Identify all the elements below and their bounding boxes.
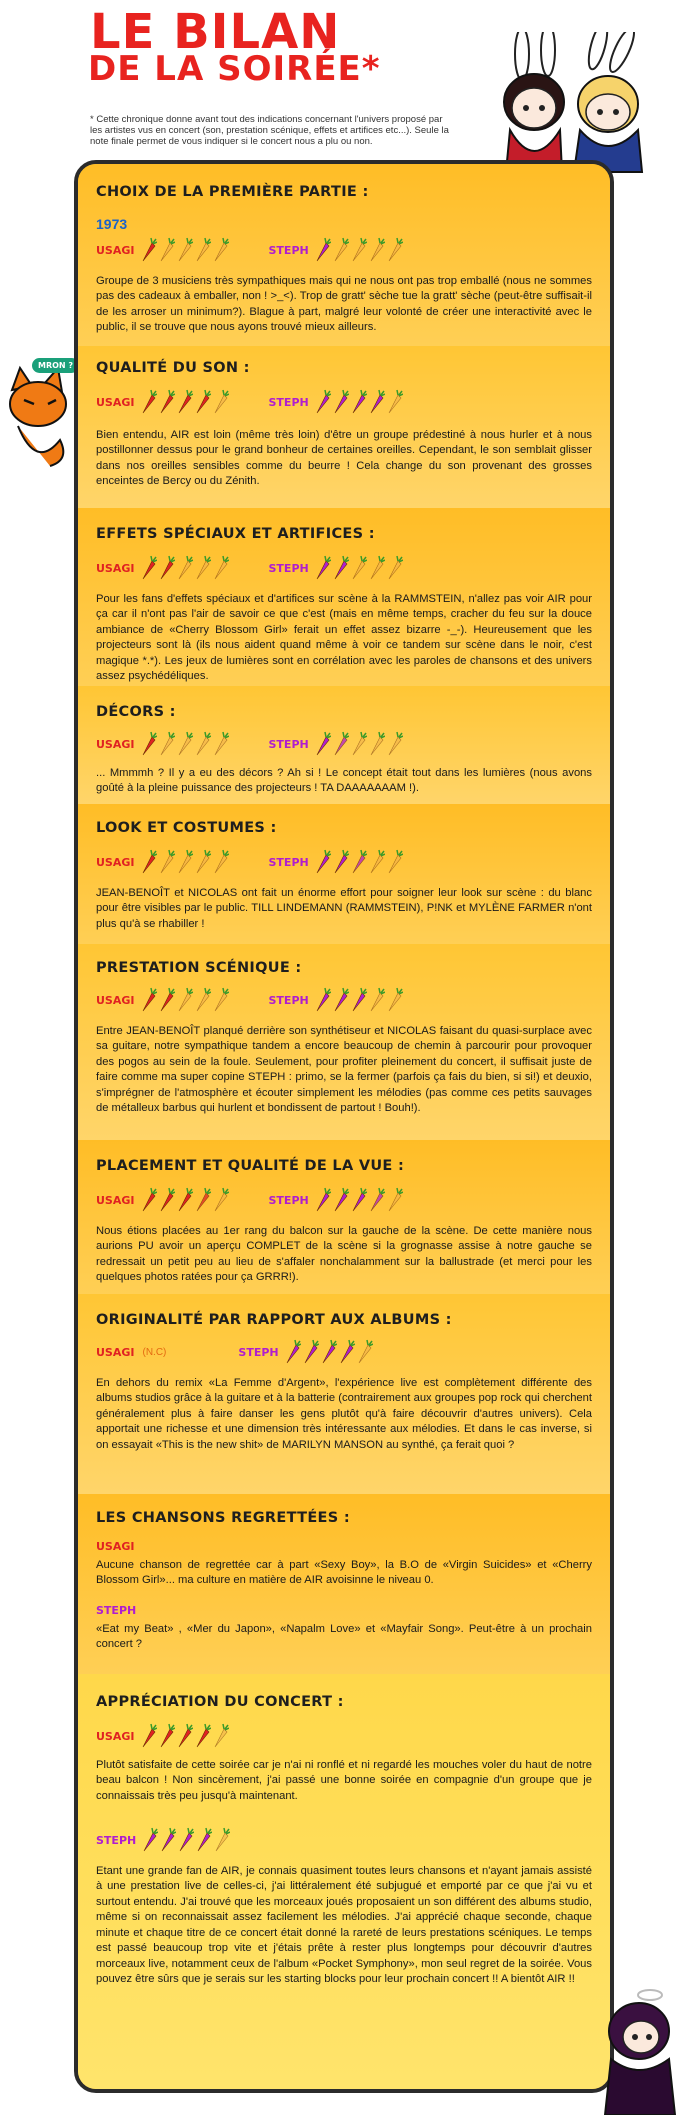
steph-label: STEPH xyxy=(238,1345,279,1359)
page-subtitle: DE LA SOIRÉE* xyxy=(88,49,381,89)
carrot-icon-filled xyxy=(175,1723,193,1749)
steph-carrot-rating xyxy=(283,1339,373,1365)
section-sound xyxy=(78,346,610,508)
carrot-icon-empty xyxy=(355,1339,373,1365)
carrot-icon-empty xyxy=(175,849,193,875)
carrot-icon-filled xyxy=(157,389,175,415)
section-decor xyxy=(78,686,610,804)
carrot-icon-filled xyxy=(283,1339,301,1365)
carrot-icon-filled xyxy=(301,1339,319,1365)
carrot-icon-empty xyxy=(367,555,385,581)
steph-rating-row xyxy=(96,1826,230,1854)
usagi-label: USAGI xyxy=(96,1540,135,1553)
carrot-icon-empty xyxy=(193,555,211,581)
carrot-icon-filled xyxy=(331,389,349,415)
usagi-label: USAGI xyxy=(96,1729,135,1743)
usagi-rating-row xyxy=(96,1722,229,1750)
carrot-icon-filled xyxy=(313,849,331,875)
carrot-icon-filled xyxy=(319,1339,337,1365)
ratings-row xyxy=(96,986,403,1014)
steph-label: STEPH xyxy=(268,1193,309,1207)
section-first-act xyxy=(78,164,610,346)
section-text: Bien entendu, AIR est loin (même très loin) d'être un groupe prédestiné à nous hurler et à nous postillonner dessus pour le grand bonheur de certaines oreilles. Cependant, le son semblait glisser dans nos oreilles sensibles comme du beurre ! Cela change du son provenant des grosses enceintes de Bercy ou du Zénith. xyxy=(96,429,592,488)
carrot-icon-empty xyxy=(211,1187,229,1213)
steph-text: «Eat my Beat» , «Mer du Japon», «Napalm Love» et «Mayfair Song». Peut-être à un prochain concert ? xyxy=(96,1623,592,1651)
carrot-icon-empty xyxy=(385,849,403,875)
carrot-icon-empty xyxy=(349,237,367,263)
carrot-icon-empty xyxy=(193,731,211,757)
carrot-icon-filled xyxy=(139,731,157,757)
usagi-label: USAGI xyxy=(96,855,135,869)
usagi-label: USAGI xyxy=(96,737,135,751)
section-stage-performance xyxy=(78,944,610,1140)
carrot-icon-empty xyxy=(385,237,403,263)
carrot-icon-filled xyxy=(139,389,157,415)
carrot-icon-empty xyxy=(175,237,193,263)
carrot-icon-filled xyxy=(175,1187,193,1213)
steph-label: STEPH xyxy=(96,1833,137,1847)
band-name: 1973 xyxy=(96,216,128,232)
steph-text: Etant une grande fan de AIR, je connais quasiment toutes leurs chansons et n'ayant jamais assisté à une prestation live de celles-ci, j'ai littéralement été subjugué et emporté par ce que j'ai vu et surtout entendu. J'ai trouvé que les morceaux joués proposaient un son différent des albums studio, même si on reconnaissait assez facilement les mélodies. J'ai apprécié chaque seconde, chaque minute et chaque titre de ce concert était donné la rareté de leurs prestations scéniques. Le temps est passé beaucoup trop vite et j'étais prête à rester plus longtemps pour découvrir d'autres morceaux live, notamment ceux de l'album «Pocket Symphony», mon seul regret de la soirée. Vous pouvez être sûrs que je serais sur les starting blocks pour leur prochain concert !! A bientôt AIR !! xyxy=(96,1865,592,1986)
steph-carrot-rating xyxy=(313,1187,403,1213)
usagi-carrot-rating xyxy=(139,1723,229,1749)
steph-carrot-rating xyxy=(313,555,403,581)
section-title: LOOK ET COSTUMES : xyxy=(96,820,277,836)
section-title: CHOIX DE LA PREMIÈRE PARTIE : xyxy=(96,184,369,200)
carrot-icon-empty xyxy=(175,555,193,581)
carrot-icon-empty xyxy=(367,987,385,1013)
section-text: Entre JEAN-BENOÎT planqué derrière son synthétiseur et NICOLAS faisant du quasi-surplace avec sa guitare, notre sympathique tandem a encore beaucoup de chemin à parcourir pour provoquer des pogos au sein de la foule. Seulement, pour profiter pleinement du concert, il suffisait juste de faire comme ma super copine STEPH : primo, se la fermer (parfois ça fais du bien, si si!) et deuxio, s'imprégner de l'atmosphère et écouter simplement les mélodies (pas comme ces petits sauvages de métalleux barbus qui hurlent et bondissent de partout ! Bouh!). xyxy=(96,1025,592,1115)
section-originality xyxy=(78,1294,610,1494)
review-panel xyxy=(74,160,614,2093)
carrot-icon-empty xyxy=(349,731,367,757)
carrot-icon-filled xyxy=(194,1827,212,1853)
carrot-icon-filled xyxy=(139,1723,157,1749)
steph-label: STEPH xyxy=(268,855,309,869)
section-effects xyxy=(78,508,610,686)
section-costumes xyxy=(78,804,610,944)
steph-carrot-rating xyxy=(313,849,403,875)
carrot-icon-filled xyxy=(349,849,367,875)
carrot-icon-empty xyxy=(211,987,229,1013)
section-text: ... Mmmmh ? Il y a eu des décors ? Ah si ! Le concept était tout dans les lumières (nous avons goûté à la pleine puissance des projecteurs ! TA DAAAAAAAM !). xyxy=(96,767,592,795)
section-title: QUALITÉ DU SON : xyxy=(96,360,250,376)
steph-carrot-rating xyxy=(313,987,403,1013)
carrot-icon-empty xyxy=(385,1187,403,1213)
carrot-icon-empty xyxy=(193,237,211,263)
carrot-icon-filled xyxy=(313,237,331,263)
carrot-icon-filled xyxy=(193,1723,211,1749)
section-seating-view xyxy=(78,1140,610,1294)
carrot-icon-filled xyxy=(331,731,349,757)
section-text: Groupe de 3 musiciens très sympathiques mais qui ne nous ont pas trop emballé (nous ne sommes pas des cadeaux à emballer, non ! >_<). Trop de gratt' sèche tue la gratt' sèche (peut-être suffisait-il de les arroser un minimum?). Blague à part, malgré leur volonté de créer une interactivité avec le public, il se trouve que nous ayons trouvé mieux ailleurs. xyxy=(96,275,592,334)
usagi-carrot-rating xyxy=(139,731,229,757)
carrot-icon-filled xyxy=(139,555,157,581)
usagi-text: Plutôt satisfaite de cette soirée car je n'ai ni ronflé et ni regardé les mouches voler du haut de notre beau balcon ! Non sincèrement, j'ai passé une bonne soirée en compagnie d'un groupe que je connaissais très peu jusqu'à maintenant. xyxy=(96,1759,592,1802)
steph-label: STEPH xyxy=(268,243,309,257)
section-title: LES CHANSONS REGRETTÉES : xyxy=(96,1510,350,1526)
carrot-icon-empty xyxy=(157,731,175,757)
carrot-icon-empty xyxy=(157,849,175,875)
carrot-icon-empty xyxy=(385,555,403,581)
carrot-icon-filled xyxy=(349,987,367,1013)
section-title: ORIGINALITÉ PAR RAPPORT AUX ALBUMS : xyxy=(96,1312,452,1328)
carrot-icon-filled xyxy=(139,237,157,263)
ratings-row xyxy=(96,848,403,876)
carrot-icon-empty xyxy=(211,731,229,757)
carrot-icon-filled xyxy=(193,389,211,415)
carrot-icon-empty xyxy=(385,987,403,1013)
carrot-icon-filled xyxy=(157,555,175,581)
carrot-icon-empty xyxy=(211,237,229,263)
carrot-icon-filled xyxy=(331,555,349,581)
section-title: PLACEMENT ET QUALITÉ DE LA VUE : xyxy=(96,1158,405,1174)
steph-label: STEPH xyxy=(268,993,309,1007)
carrot-icon-empty xyxy=(385,731,403,757)
carrot-icon-empty xyxy=(211,1723,229,1749)
usagi-carrot-rating xyxy=(139,849,229,875)
carrot-icon-filled xyxy=(139,1187,157,1213)
carrot-icon-filled xyxy=(313,555,331,581)
carrot-icon-filled xyxy=(331,1187,349,1213)
carrot-icon-filled xyxy=(176,1827,194,1853)
carrot-icon-filled xyxy=(313,987,331,1013)
usagi-carrot-rating xyxy=(139,987,229,1013)
carrot-icon-empty xyxy=(175,731,193,757)
carrot-icon-filled xyxy=(193,1187,211,1213)
carrot-icon-empty xyxy=(212,1827,230,1853)
carrot-icon-filled xyxy=(337,1339,355,1365)
steph-carrot-rating xyxy=(140,1827,230,1853)
section-text: Pour les fans d'effets spéciaux et d'artifices sur scène à la RAMMSTEIN, n'allez pas voir AIR pour ça car il n'ont pas l'air de savoir ce que c'est (mais en même temps, cracher du feu sur la douce ambiance de «Cherry Blossom Girl» ferait un effet assez bizarre -_-). Heureusement que les projecteurs sont là (ils nous aident quand même à voir ce tandem sur scène dans le noir, c'est magique *.*). Les jeux de lumières sont en corrélation avec les paroles de chansons et des univers assez psychédéliques. xyxy=(96,593,592,683)
carrot-icon-filled xyxy=(313,1187,331,1213)
carrot-icon-filled xyxy=(367,389,385,415)
carrot-icon-filled xyxy=(367,1187,385,1213)
ratings-row xyxy=(96,1186,403,1214)
section-overall-appreciation xyxy=(78,1674,610,2089)
section-title: DÉCORS : xyxy=(96,704,176,720)
carrot-icon-empty xyxy=(211,555,229,581)
steph-label: STEPH xyxy=(268,395,309,409)
usagi-carrot-rating xyxy=(139,237,229,263)
carrot-icon-filled xyxy=(139,849,157,875)
steph-carrot-rating xyxy=(313,731,403,757)
devil-girl-illustration xyxy=(595,1985,680,2115)
carrot-icon-empty xyxy=(367,849,385,875)
carrot-icon-empty xyxy=(157,237,175,263)
ratings-row xyxy=(96,554,403,582)
section-title: EFFETS SPÉCIAUX ET ARTIFICES : xyxy=(96,526,375,542)
carrot-icon-filled xyxy=(313,731,331,757)
carrot-icon-empty xyxy=(349,555,367,581)
usagi-label: USAGI xyxy=(96,561,135,575)
carrot-icon-filled xyxy=(349,1187,367,1213)
carrot-icon-empty xyxy=(211,849,229,875)
carrot-icon-empty xyxy=(211,389,229,415)
carrot-icon-filled xyxy=(157,1187,175,1213)
ratings-row xyxy=(96,236,403,264)
usagi-label: USAGI xyxy=(96,395,135,409)
not-rated-note: (N.C) xyxy=(142,1346,167,1358)
carrot-icon-filled xyxy=(158,1827,176,1853)
disclaimer-note: * Cette chronique donne avant tout des indications concernant l'univers proposé par les artistes vus en concert (son, prestation scénique, effets et artifices etc...). Seule la note finale permet de vous indiquer si le concert nous a plu ou non. xyxy=(90,113,449,148)
ratings-row xyxy=(96,1338,373,1366)
page-title: LE BILAN xyxy=(90,4,341,60)
carrot-icon-empty xyxy=(331,237,349,263)
carrot-icon-filled xyxy=(313,389,331,415)
carrot-icon-filled xyxy=(157,987,175,1013)
carrot-icon-filled xyxy=(175,389,193,415)
section-title: APPRÉCIATION DU CONCERT : xyxy=(96,1694,344,1710)
section-text: En dehors du remix «La Femme d'Argent», l'expérience live est complètement différente des albums studios grâce à la guitare et à la batterie (contrairement aux groupes pop rock qui cherchent généralement plus à faire danser les gens plutôt qu'à faire découvrir d'autres univers). Cela apportait une richesse et une dimension très intéressante aux mélodies. Et dans le cas inverse, si on essayait «This is the new shit» de MARILYN MANSON au synthé, ça ferait quoi ? xyxy=(96,1377,592,1451)
carrot-icon-filled xyxy=(140,1827,158,1853)
carrot-icon-empty xyxy=(367,731,385,757)
usagi-label: USAGI xyxy=(96,1193,135,1207)
carrot-icon-empty xyxy=(367,237,385,263)
usagi-text: Aucune chanson de regrettée car à part «Sexy Boy», la B.O de «Virgin Suicides» et «Cherry Blossom Girl»... ma culture en matière de AIR avoisinne le niveau 0. xyxy=(96,1559,592,1587)
carrot-icon-filled xyxy=(331,849,349,875)
usagi-label: USAGI xyxy=(96,993,135,1007)
usagi-carrot-rating xyxy=(139,1187,229,1213)
steph-carrot-rating xyxy=(313,389,403,415)
usagi-carrot-rating xyxy=(139,389,229,415)
steph-label: STEPH xyxy=(96,1604,137,1617)
steph-label: STEPH xyxy=(268,737,309,751)
mascot-speech-bubble: MRON ? xyxy=(32,358,79,373)
carrot-icon-filled xyxy=(331,987,349,1013)
carrot-icon-filled xyxy=(157,1723,175,1749)
section-title: PRESTATION SCÉNIQUE : xyxy=(96,960,302,976)
usagi-carrot-rating xyxy=(139,555,229,581)
section-text: JEAN-BENOÎT et NICOLAS ont fait un énorme effort pour soigner leur look sur scène : du blanc pour être visibles par le public. TILL LINDEMANN (RAMMSTEIN), P!NK et MYLÈNE FARMER n'ont plus qu'à se rhabiller ! xyxy=(96,887,592,930)
steph-carrot-rating xyxy=(313,237,403,263)
usagi-label: USAGI xyxy=(96,1345,135,1359)
carrot-icon-filled xyxy=(139,987,157,1013)
ratings-row xyxy=(96,730,403,758)
carrot-icon-empty xyxy=(193,987,211,1013)
carrot-icon-filled xyxy=(349,389,367,415)
carrot-icon-empty xyxy=(193,849,211,875)
section-missed-songs xyxy=(78,1494,610,1674)
steph-label: STEPH xyxy=(268,561,309,575)
ratings-row xyxy=(96,388,403,416)
section-text: Nous étions placées au 1er rang du balcon sur la gauche de la scène. De cette manière nous aurions PU avoir un aperçu COMPLET de la scène si la grognasse assise à notre gauche se redressait un petit peu au lieu de s'affaler nonchalamment sur la ballustrade (et merci pour les quelques photos ratées pour ça GRRR!). xyxy=(96,1225,592,1284)
carrot-icon-empty xyxy=(385,389,403,415)
usagi-label: USAGI xyxy=(96,243,135,257)
carrot-icon-empty xyxy=(175,987,193,1013)
